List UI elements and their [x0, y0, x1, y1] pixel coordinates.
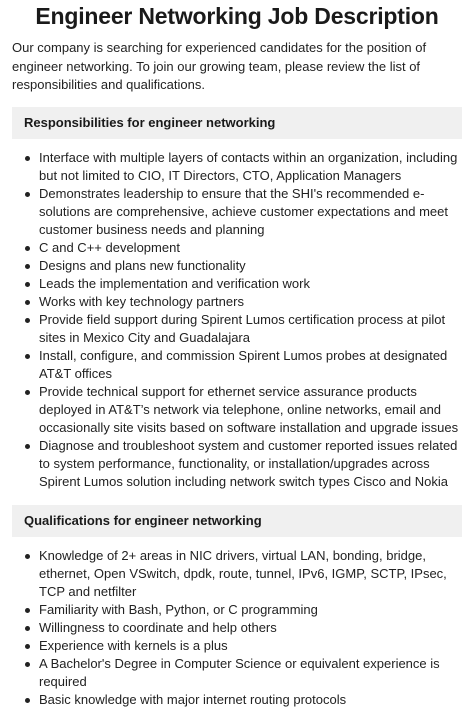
list-item [24, 185, 462, 239]
bullet-icon [25, 156, 30, 161]
list-item-text: Provide technical support for ethernet service assurance products deployed in AT&T’s network via telephone, online networks, email and occasionally site visits based on software installation and upgrade issues [39, 383, 459, 435]
responsibilities-list [12, 149, 462, 491]
list-item [24, 311, 462, 347]
list-item-text: A Bachelor's Degree in Computer Science or equivalent experience is required [39, 655, 440, 689]
bullet-icon [25, 608, 30, 613]
bullet-icon [25, 246, 30, 251]
list-item [24, 437, 462, 491]
list-item [24, 547, 462, 601]
qualifications-list [12, 547, 462, 709]
list-item-text: Interface with multiple layers of contacts within an organization, including but not limited to CIO, IT Directors, CTO, Application Managers [39, 149, 458, 183]
bullet-icon [25, 264, 30, 269]
list-item-text: Leads the implementation and verification work [39, 275, 310, 291]
list-item [24, 691, 462, 709]
bullet-icon [25, 282, 30, 287]
responsibilities-header [12, 107, 462, 139]
list-item [24, 275, 462, 293]
bullet-icon [25, 662, 30, 667]
bullet-icon [25, 390, 30, 395]
list-item [24, 257, 462, 275]
list-item [24, 149, 462, 185]
list-item-text: Experience with kernels is a plus [39, 637, 228, 653]
list-item [24, 619, 462, 637]
page-title: Engineer Networking Job Description [35, 3, 439, 29]
intro-paragraph: Our company is searching for experienced candidates for the position of engineer networking. To join our growing team, please review the list of responsibilities and qualifications. [12, 40, 427, 92]
list-item-text: Designs and plans new functionality [39, 257, 246, 273]
bullet-icon [25, 444, 30, 449]
responsibilities-heading: Responsibilities for engineer networking [24, 115, 276, 130]
list-item-text: Diagnose and troubleshoot system and customer reported issues related to system performance, functionality, or installation/upgrades across Spirent Lumos solution including network switch types Cisco and Nokia [39, 437, 458, 489]
bullet-icon [25, 554, 30, 559]
list-item-text: Works with key technology partners [39, 293, 244, 309]
list-item [24, 293, 462, 311]
list-item-text: C and C++ development [39, 239, 180, 255]
list-item-text: Provide field support during Spirent Lumos certification process at pilot sites in Mexico City and Guadalajara [39, 311, 446, 345]
bullet-icon [25, 354, 30, 359]
bullet-icon [25, 644, 30, 649]
list-item-text: Knowledge of 2+ areas in NIC drivers, virtual LAN, bonding, bridge, ethernet, Open VSwitch, dpdk, route, tunnel, IPv6, IGMP, SCTP, IPsec, TCP and netfilter [39, 547, 447, 599]
list-item [24, 655, 462, 691]
bullet-icon [25, 698, 30, 703]
list-item [24, 637, 462, 655]
bullet-icon [25, 300, 30, 305]
bullet-icon [25, 318, 30, 323]
list-item [24, 347, 462, 383]
list-item [24, 383, 462, 437]
list-item-text: Basic knowledge with major internet routing protocols [39, 691, 347, 707]
list-item-text: Install, configure, and commission Spirent Lumos probes at designated AT&T offices [39, 347, 448, 381]
bullet-icon [25, 626, 30, 631]
list-item [24, 601, 462, 619]
list-item-text: Willingness to coordinate and help others [39, 619, 277, 635]
list-item [24, 239, 462, 257]
bullet-icon [25, 192, 30, 197]
qualifications-header [12, 505, 462, 537]
list-item-text: Familiarity with Bash, Python, or C programming [39, 601, 318, 617]
qualifications-heading: Qualifications for engineer networking [24, 513, 262, 528]
list-item-text: Demonstrates leadership to ensure that the SHI's recommended e-solutions are comprehensive, achieve customer expectations and meet customer business needs and planning [39, 185, 448, 237]
